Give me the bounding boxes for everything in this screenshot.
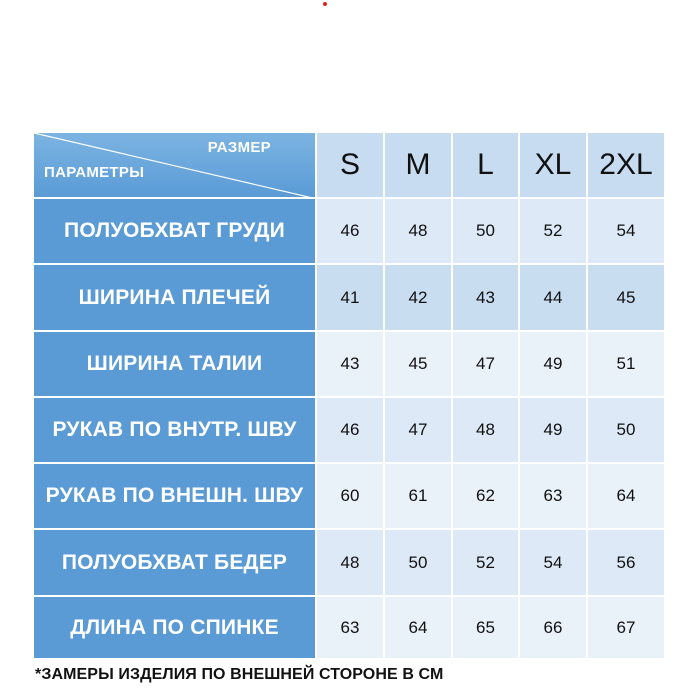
table-cell: 67 [588,597,666,660]
table-cell: 52 [520,199,588,265]
table-cell: 56 [588,530,666,597]
table-cell: 66 [520,597,588,660]
table-cell: 47 [453,332,520,398]
row-label: ПОЛУОБХВАТ ГРУДИ [34,199,317,265]
size-column-header: M [385,133,453,199]
size-column-header: S [317,133,385,199]
table-cell: 44 [520,265,588,332]
table-cell: 48 [385,199,453,265]
table-cell: 46 [317,199,385,265]
table-cell: 64 [588,464,666,530]
row-label: РУКАВ ПО ВНУТР. ШВУ [34,398,317,464]
table-cell: 42 [385,265,453,332]
size-chart-table [33,133,666,660]
table-cell: 65 [453,597,520,660]
table-cell: 62 [453,464,520,530]
table-cell: 43 [317,332,385,398]
table-cell: 50 [588,398,666,464]
table-cell: 63 [317,597,385,660]
table-cell: 46 [317,398,385,464]
table-cell: 49 [520,332,588,398]
table-cell: 47 [385,398,453,464]
table-cell: 48 [317,530,385,597]
table-cell: 51 [588,332,666,398]
table-cell: 41 [317,265,385,332]
size-column-header: L [453,133,520,199]
red-dot-mark [323,2,327,6]
size-column-header: 2XL [588,133,666,199]
row-label: ДЛИНА ПО СПИНКЕ [34,597,317,660]
table-cell: 45 [385,332,453,398]
table-cell: 54 [588,199,666,265]
table-cell: 54 [520,530,588,597]
table-cell: 60 [317,464,385,530]
table-cell: 50 [385,530,453,597]
table-cell: 45 [588,265,666,332]
parameters-header-label: ПАРАМЕТРЫ [44,164,145,181]
table-cell: 48 [453,398,520,464]
size-header-label: РАЗМЕР [207,139,271,156]
table-cell: 63 [520,464,588,530]
size-column-header: XL [520,133,588,199]
table-cell: 64 [385,597,453,660]
row-label: ШИРИНА ТАЛИИ [34,332,317,398]
row-label: РУКАВ ПО ВНЕШН. ШВУ [34,464,317,530]
measurement-footnote: *ЗАМЕРЫ ИЗДЕЛИЯ ПО ВНЕШНЕЙ СТОРОНЕ В СМ [35,666,444,683]
table-cell: 52 [453,530,520,597]
table-cell: 49 [520,398,588,464]
table-cell: 50 [453,199,520,265]
table-cell: 43 [453,265,520,332]
row-label: ПОЛУОБХВАТ БЕДЕР [34,530,317,597]
table-corner-header [34,133,317,199]
table-cell: 61 [385,464,453,530]
row-label: ШИРИНА ПЛЕЧЕЙ [34,265,317,332]
